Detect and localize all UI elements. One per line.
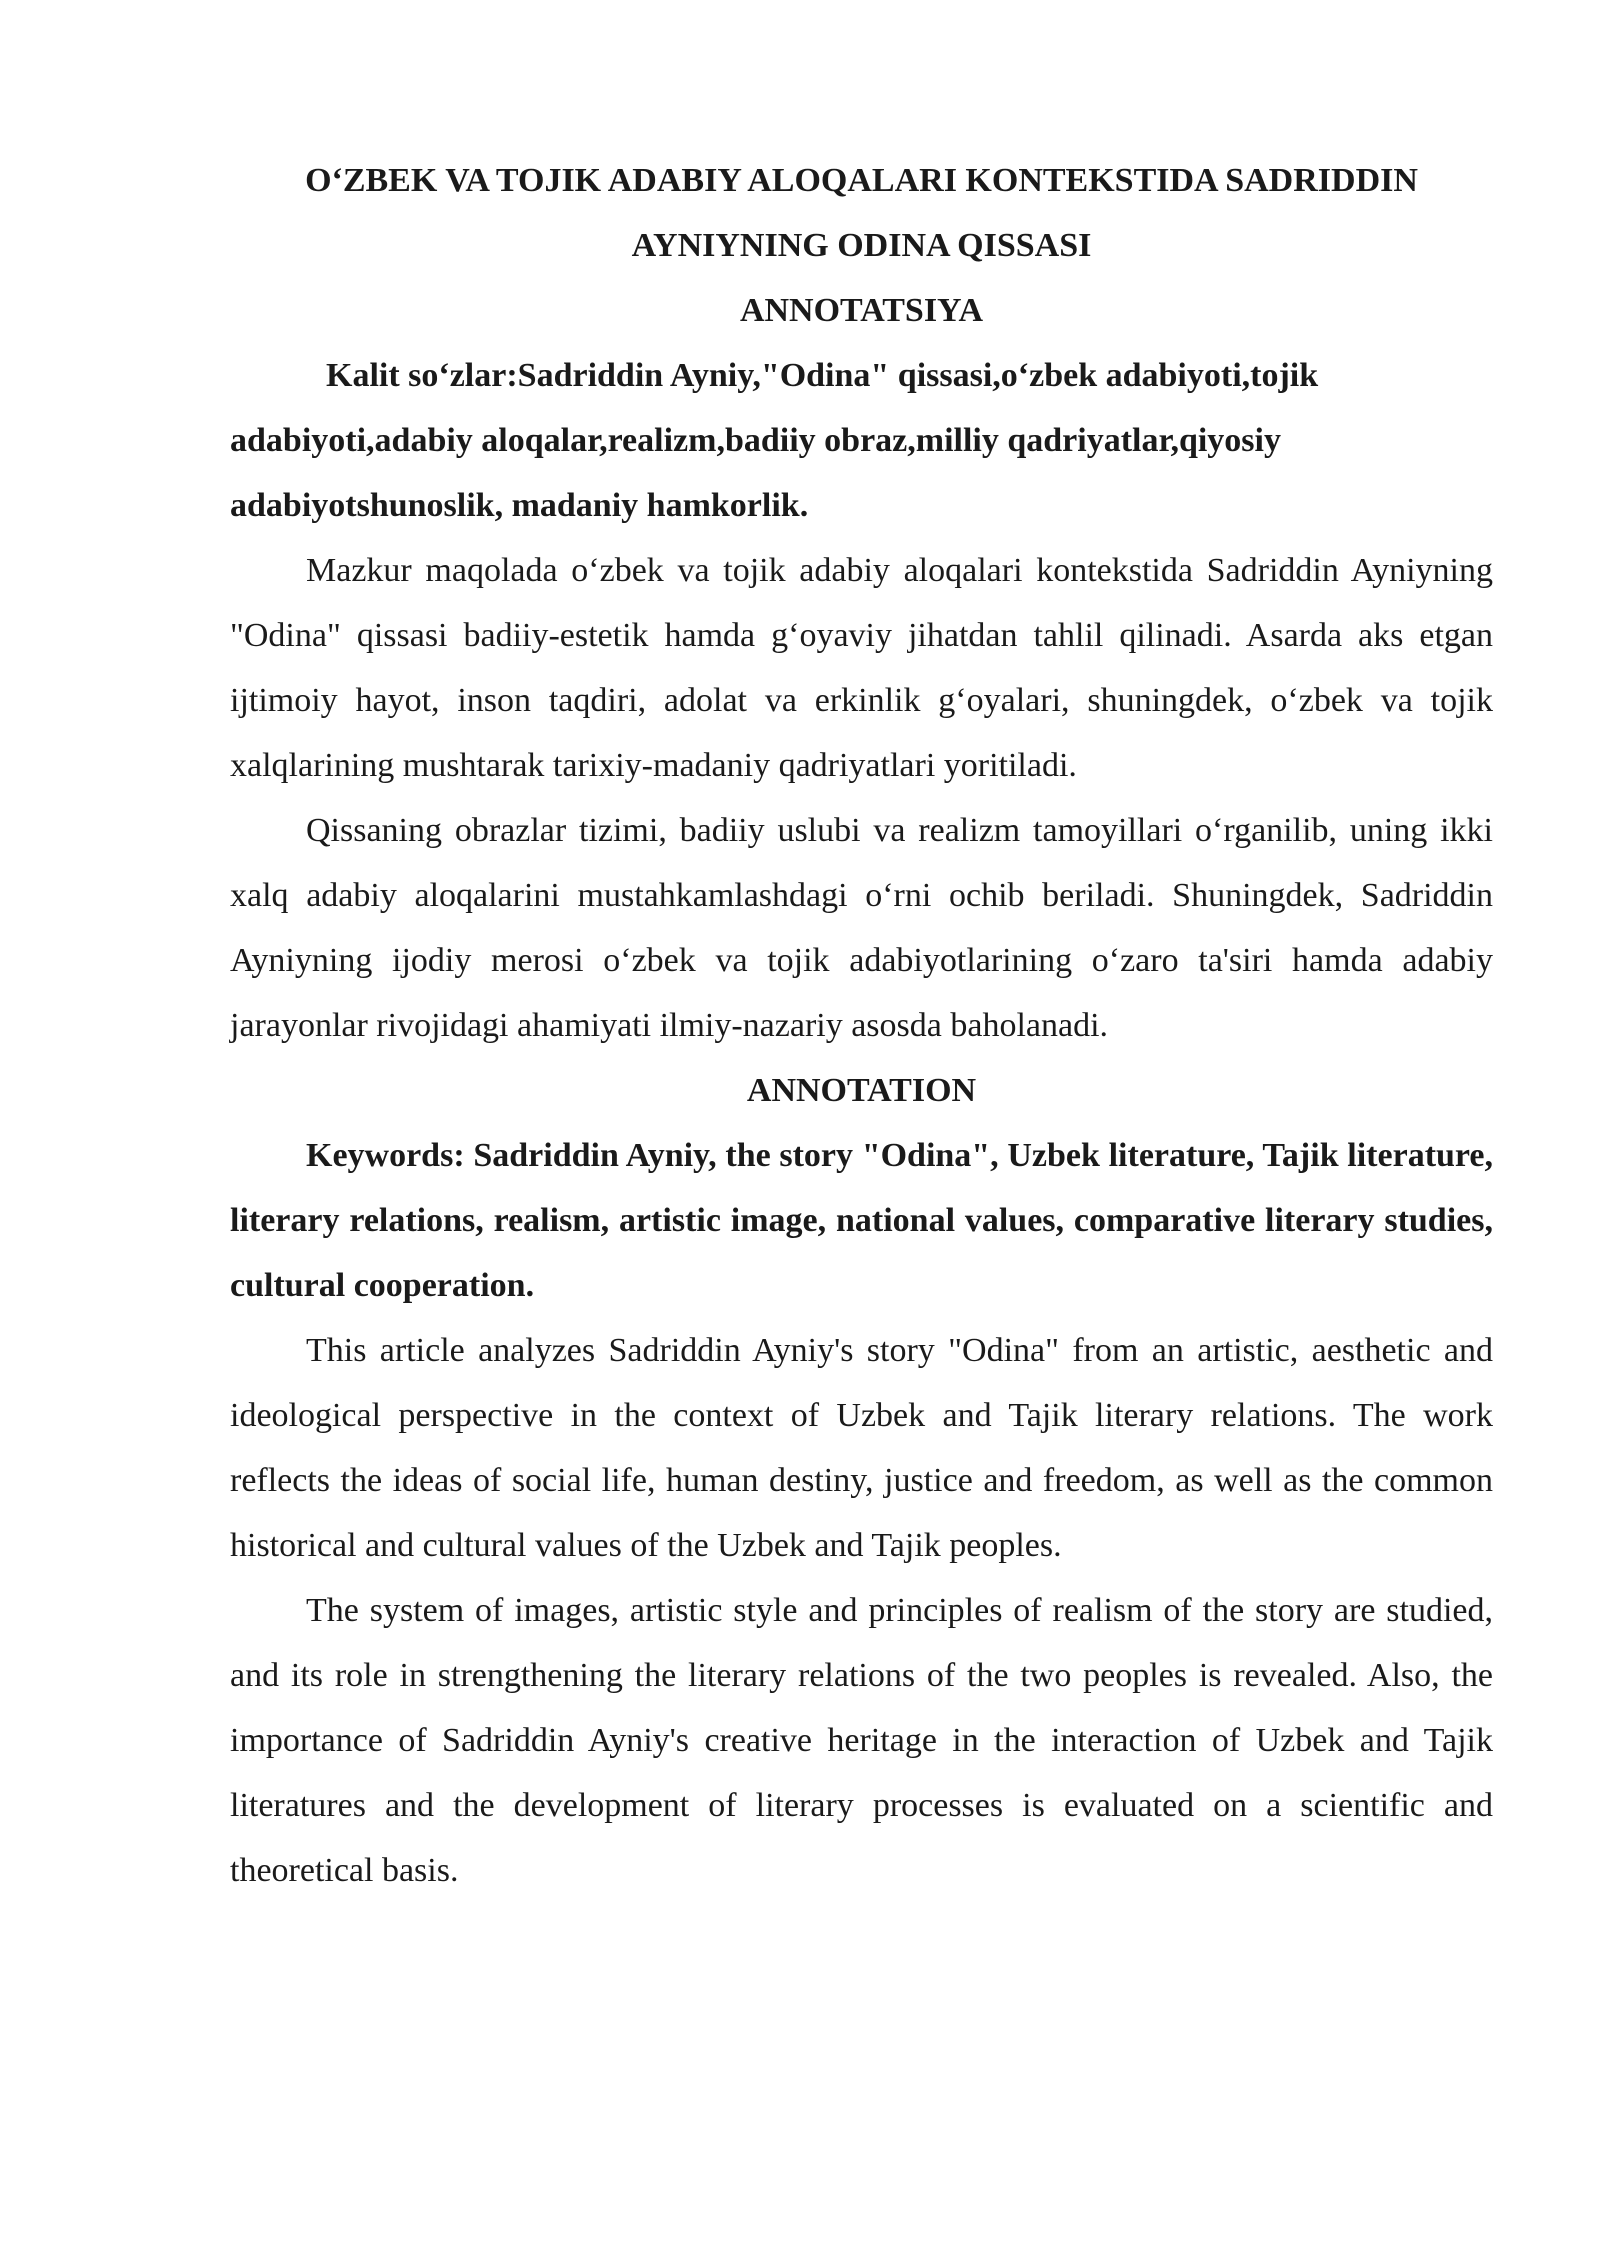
en-paragraph-1: This article analyzes Sadriddin Ayniy's story "Odina" from an artistic, aesthetic and ideological perspective in the context of Uzbek and Tajik literary relations. The work reflects the ideas of social life, human destiny, justice and freedom, as well as the common historical and cultural values of the Uzbek and Tajik peoples. [230, 1332, 1493, 1564]
document-title-line-2: AYNIYNING ODINA QISSASI [631, 227, 1092, 264]
en-annotation-heading: ANNOTATION [746, 1072, 977, 1109]
uz-keywords: Kalit so‘zlar:Sadriddin Ayniy,"Odina" qissasi,o‘zbek adabiyoti,tojik adabiyoti,adabiy aloqalar,realizm,badiiy obraz,milliy qadriyatlar,qiyosiy adabiyotshunoslik, madaniy hamkorlik. [230, 357, 1319, 524]
en-paragraph-2: The system of images, artistic style and principles of realism of the story are studied, and its role in strengthening the literary relations of the two peoples is revealed. Also, the importance of Sadriddin Ayniy's creative heritage in the interaction of Uzbek and Tajik literatures and the development of literary processes is evaluated on a scientific and theoretical basis. [230, 1592, 1493, 1889]
document-content [230, 148, 1493, 1903]
document-title-line-1: O‘ZBEK VA TOJIK ADABIY ALOQALARI KONTEKSTIDA SADRIDDIN [305, 162, 1418, 199]
uz-paragraph-1: Mazkur maqolada o‘zbek va tojik adabiy aloqalari kontekstida Sadriddin Ayniyning "Odina" qissasi badiiy-estetik hamda g‘oyaviy jihatdan tahlil qilinadi. Asarda aks etgan ijtimoiy hayot, inson taqdiri, adolat va erkinlik g‘oyalari, shuningdek, o‘zbek va tojik xalqlarining mushtarak tarixiy-madaniy qadriyatlari yoritiladi. [230, 552, 1493, 784]
en-keywords: Keywords: Sadriddin Ayniy, the story "Odina", Uzbek literature, Tajik literature, literary relations, realism, artistic image, national values, comparative literary studies, cultural cooperation. [230, 1137, 1493, 1304]
uz-paragraph-2: Qissaning obrazlar tizimi, badiiy uslubi va realizm tamoyillari o‘rganilib, uning ikki xalq adabiy aloqalarini mustahkamlashdagi o‘rni ochib beriladi. Shuningdek, Sadriddin Ayniyning ijodiy merosi o‘zbek va tojik adabiyotlarining o‘zaro ta'siri hamda adabiy jarayonlar rivojidagi ahamiyati ilmiy-nazariy asosda baholanadi. [230, 812, 1493, 1044]
uz-annotation-heading: ANNOTATSIYA [739, 292, 984, 329]
